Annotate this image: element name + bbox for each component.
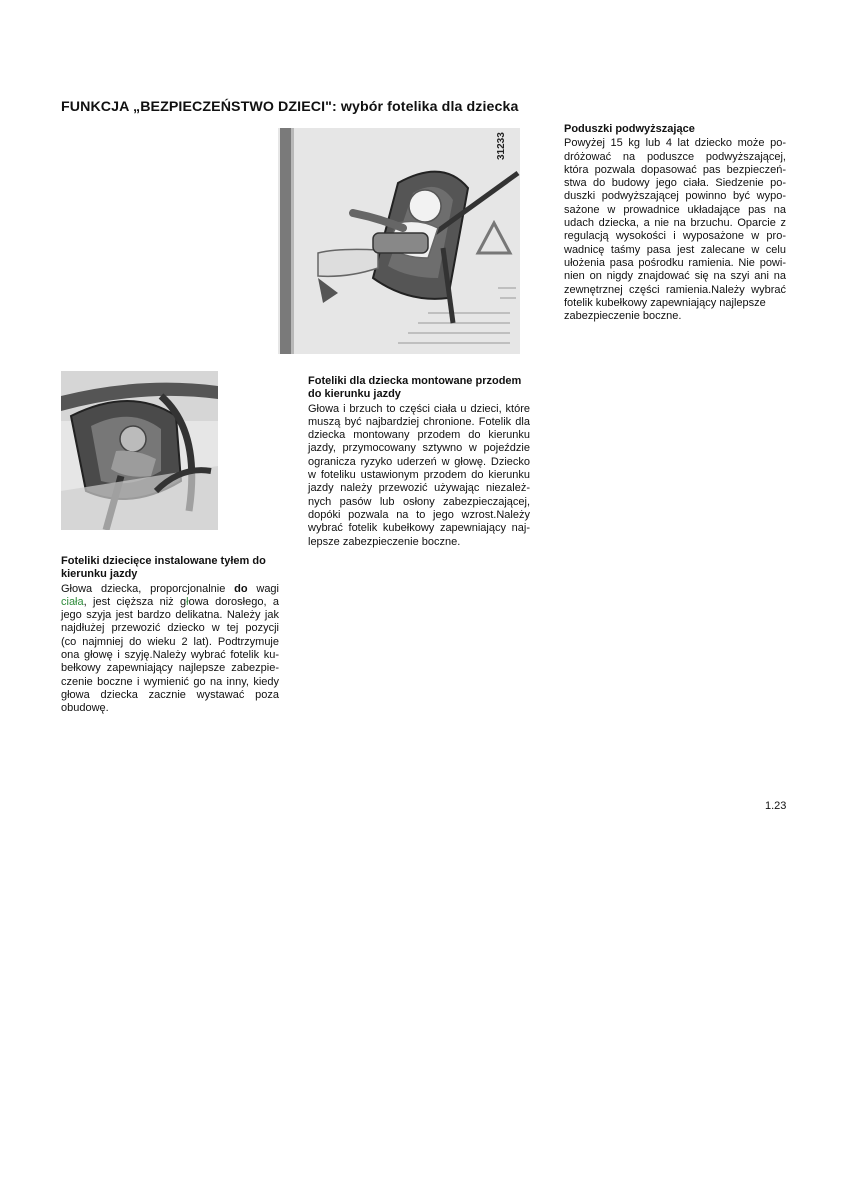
highlighted-word: ciała xyxy=(61,595,84,608)
rear-heading-line: kierunku jazdy xyxy=(61,568,138,581)
page-title: FUNKCJA „BEZPIECZEŃSTWO DZIECI": wybór fotelika dla dziecka xyxy=(61,99,519,115)
text-line: zabezpieczenie boczne. xyxy=(564,310,682,323)
text-run: owa dorosłego, a xyxy=(188,595,279,608)
forward-heading xyxy=(308,375,530,402)
text-line: dziecka montowany przodem do kierunku xyxy=(308,429,530,442)
boosters-heading: Poduszki podwyższające xyxy=(564,123,695,135)
rear-heading-line: Foteliki dziecięce instalowane tyłem do xyxy=(61,555,266,567)
rear-section xyxy=(61,555,279,716)
text-line: (co najmniej do wieku 2 lat). Podtrzymuje xyxy=(61,635,279,648)
text-line: głowa dziecka zacznie wystawać poza xyxy=(61,688,279,701)
text-line: Powyżej 15 kg lub 4 lat dziecko może po- xyxy=(564,137,786,150)
text-line: lepsze zabezpieczenie boczne. xyxy=(308,535,461,548)
text-line: wadnicę taśmy pasa jest zalecane w celu xyxy=(564,243,786,256)
text-line: muszą być najbardziej chronione. Fotelik dla xyxy=(308,415,530,428)
boosters-section xyxy=(564,123,786,323)
page-number: 1.23 xyxy=(765,800,787,812)
text-line: nych pasów lub osłony zabezpieczającej, xyxy=(308,495,530,508)
forward-heading-line: Foteliki dla dziecka montowane przodem xyxy=(308,375,522,387)
text-line xyxy=(61,583,279,596)
text-line: dróżować na poduszce podwyższającej, xyxy=(564,150,786,163)
text-line: bełkowy zapewniający najlepsze zabezpie- xyxy=(61,662,279,675)
text-line: stwa do budowy jego ciała. Siedzenie po- xyxy=(564,177,786,190)
rear-heading xyxy=(61,555,279,582)
text-line: obudowę. xyxy=(61,702,109,715)
text-line: ona głowę i szyję.Należy wybrać fotelik ku- xyxy=(61,649,279,662)
text-line: regulacją wysokości i wyposażone w pro- xyxy=(564,230,786,243)
text-line: w foteliku ustawionym przodem do kierunku xyxy=(308,469,530,482)
text-line: najdłużej przewozić dziecko w tej pozycji xyxy=(61,622,279,635)
rear-seat-figure xyxy=(61,371,218,530)
text-line: która pozwala dopasować pas bezpieczeń- xyxy=(564,163,786,176)
text-line xyxy=(61,596,279,609)
forward-text xyxy=(308,403,530,549)
forward-section xyxy=(308,375,530,549)
forward-heading-line: do kierunku jazdy xyxy=(308,388,401,401)
text-line: jego szyja jest bardzo delikatna. Należy jak xyxy=(61,609,279,622)
text-line: jazdy należy przewozić używając niezależ- xyxy=(308,482,530,495)
text-line: dopóki pozwala na to jego wzrost.Należy xyxy=(308,508,530,521)
text-run: , jest cięższa niż g xyxy=(83,595,187,608)
text-line: sażone w prowadnice układające pas na xyxy=(564,203,786,216)
figure-code: 31233 xyxy=(496,132,507,160)
text-line: czenie boczne i wymienić go na inny, kiedy xyxy=(61,675,279,688)
text-line: ogranicza ryzyko uderzeń w głowę. Dziecko xyxy=(308,455,530,468)
forward-seat-figure xyxy=(278,128,520,354)
boosters-text xyxy=(564,137,786,323)
text-run: wagi xyxy=(247,582,279,595)
text-run: Głowa dziecka, proporcjonalnie xyxy=(61,582,235,595)
bold-word: do xyxy=(234,582,248,595)
text-line: nien on nigdy znajdować się na szyi ani na xyxy=(564,270,786,283)
text-line: Głowa i brzuch to części ciała u dzieci, które xyxy=(308,402,530,415)
text-line: wybrać fotelik kubełkowy zapewniający naj- xyxy=(308,522,530,535)
text-line: zewnętrznej części ramienia.Należy wybrać xyxy=(564,283,786,296)
text-line: udach dziecka, a nie na brzuchu. Oparcie z xyxy=(564,217,786,230)
text-line: jazdy, przymocowany sztywno w pojeździe xyxy=(308,442,530,455)
highlighted-letter: ł xyxy=(186,595,189,608)
text-line: duszki podwyższającej powinno być wypo- xyxy=(564,190,786,203)
rear-text xyxy=(61,583,279,716)
text-line: ułożenia pasa pośrodku ramienia. Nie powi- xyxy=(564,256,786,269)
text-line: fotelik kubełkowy zapewniający najlepsze xyxy=(564,296,766,309)
